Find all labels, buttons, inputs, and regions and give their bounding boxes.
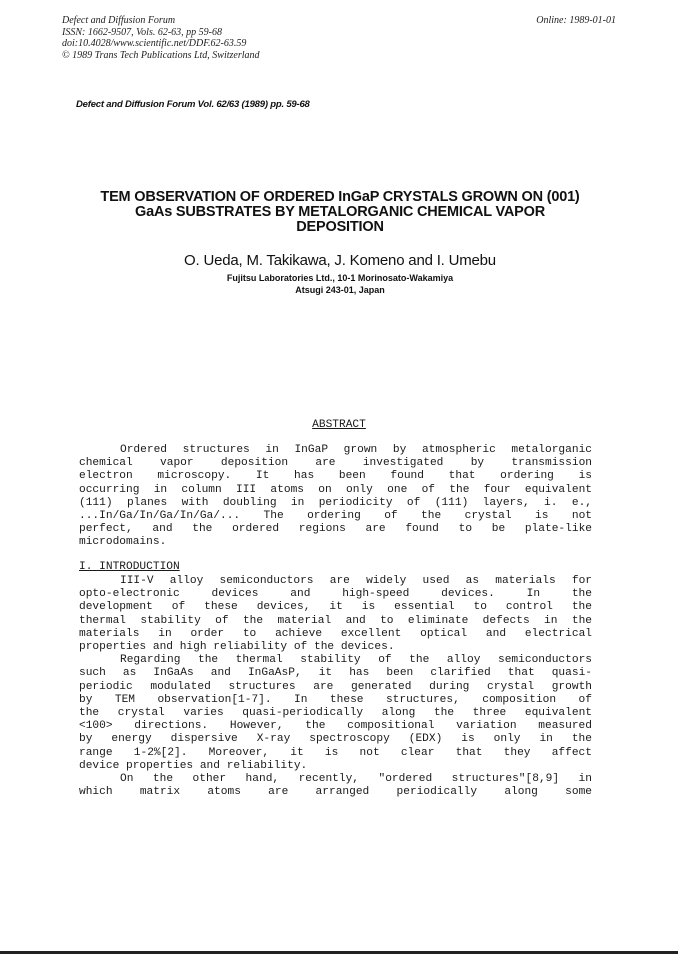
- page-bottom-rule: [0, 951, 678, 954]
- title-line: TEM OBSERVATION OF ORDERED InGaP CRYSTALS GROWN ON (001): [100, 189, 580, 205]
- abstract-line: chemical vapor deposition are investigated by transmission: [79, 457, 592, 470]
- meta-issn: ISSN: 1662-9507, Vols. 62-63, pp 59-68: [62, 26, 222, 38]
- abstract-line: ...In/Ga/In/Ga/In/Ga/... The ordering of the crystal is not: [79, 510, 592, 523]
- paper-title: [60, 190, 620, 235]
- meta-journal: Defect and Diffusion Forum: [62, 15, 176, 26]
- intro-line: which matrix atoms are arranged periodically along some: [79, 786, 592, 799]
- abstract-line: Ordered structures in InGaP grown by atmospheric metalorganic: [120, 444, 592, 456]
- intro-line: range 1-2%[2]. Moreover, it is not clear that they affect: [79, 746, 592, 759]
- abstract-line: (111) planes with doubling in periodicity of (111) layers, i. e.,: [79, 496, 592, 509]
- intro-line: opto-electronic devices and high-speed devices. In the: [79, 588, 592, 601]
- affiliation-line: Atsugi 243-01, Japan: [295, 285, 385, 295]
- meta-doi: doi:10.4028/www.scientific.net/DDF.62-63.59: [62, 38, 247, 49]
- intro-line: On the other hand, recently, "ordered structures"[8,9] in: [120, 773, 592, 786]
- abstract-body: [79, 444, 592, 550]
- intro-line: III-V alloy semiconductors are widely used as materials for: [120, 575, 592, 587]
- intro-line: development of these devices, it is essential to control the: [79, 601, 592, 614]
- abstract-line: perfect, and the ordered regions are found to be plate-like: [79, 523, 592, 536]
- meta-copyright: © 1989 Trans Tech Publications Ltd, Switzerland: [62, 49, 260, 61]
- intro-line: Regarding the thermal stability of the alloy semiconductors: [120, 654, 592, 667]
- abstract-line: occurring in column III atoms on only one of the four equivalent: [79, 483, 592, 496]
- intro-line: periodic modulated structures are generated during crystal growth: [79, 680, 592, 693]
- introduction-heading: I. INTRODUCTION: [79, 561, 180, 573]
- title-line: DEPOSITION: [296, 219, 384, 235]
- intro-line: by energy dispersive X-ray spectroscopy (EDX) is only in the: [79, 733, 592, 746]
- affiliation: [60, 272, 620, 296]
- intro-line: properties and high reliability of the devices.: [79, 641, 395, 654]
- intro-line: such as InGaAs and InGaAsP, it has been clarified that quasi-: [79, 667, 592, 680]
- abstract-heading: ABSTRACT: [312, 419, 366, 431]
- title-line: GaAs SUBSTRATES BY METALORGANIC CHEMICAL VAPOR: [135, 204, 545, 220]
- abstract-line: microdomains.: [79, 536, 167, 549]
- online-date: Online: 1989-01-01: [536, 15, 616, 26]
- intro-line: device properties and reliability.: [79, 759, 308, 772]
- intro-line: thermal stability of the material and to eliminate defects in the: [79, 614, 592, 627]
- intro-line: by TEM observation[1-7]. In these structures, composition of: [79, 693, 592, 706]
- introduction-body: [79, 575, 592, 799]
- authors: O. Ueda, M. Takikawa, J. Komeno and I. Umebu: [184, 252, 496, 269]
- abstract-line: electron microscopy. It has been found that ordering is: [79, 470, 592, 483]
- intro-line: <100> directions. However, the compositional variation measured: [79, 720, 592, 733]
- intro-line: materials in order to achieve excellent optical and electrical: [79, 627, 592, 640]
- intro-line: the crystal varies quasi-periodically along the three equivalent: [79, 707, 592, 720]
- journal-citation: Defect and Diffusion Forum Vol. 62/63 (1989) pp. 59-68: [76, 99, 310, 110]
- affiliation-line: Fujitsu Laboratories Ltd., 10-1 Morinosato-Wakamiya: [226, 273, 454, 283]
